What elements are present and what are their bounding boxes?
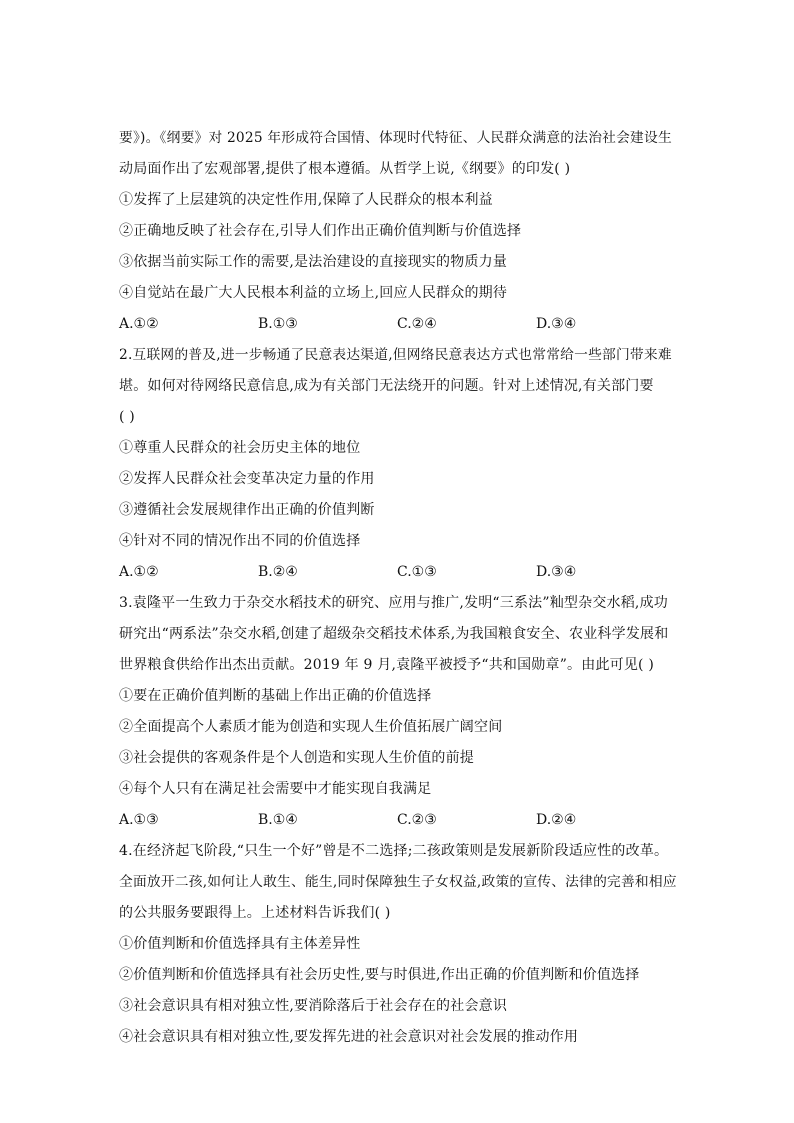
q3-option-a: A.①③ <box>119 812 159 828</box>
q2-option-d: D.③④ <box>536 564 577 580</box>
q2-option-b: B.②④ <box>258 564 298 580</box>
q3-item-2: ②全面提高个人素质才能为创造和实现人生价值拓展广阔空间 <box>119 719 503 735</box>
q1-option-a: A.①② <box>119 316 159 332</box>
q3-item-1: ①要在正确价值判断的基础上作出正确的价值选择 <box>119 688 432 704</box>
q1-item-1: ①发挥了上层建筑的决定性作用,保障了人民群众的根本利益 <box>119 192 493 208</box>
q2-item-4: ④针对不同的情况作出不同的价值选择 <box>119 533 361 549</box>
q3-item-3: ③社会提供的客观条件是个人创造和实现人生价值的前提 <box>119 750 474 766</box>
q2-option-c: C.①③ <box>397 564 437 580</box>
q3-stem-line-1: 3.袁隆平一生致力于杂交水稻技术的研究、应用与推广,发明“三系法”籼型杂交水稻,成功 <box>119 595 668 611</box>
q3-item-4: ④每个人只有在满足社会需要中才能实现自我满足 <box>119 781 432 797</box>
q1-item-3: ③依据当前实际工作的需要,是法治建设的直接现实的物质力量 <box>119 254 508 270</box>
q3-stem-line-2: 研究出“两系法”杂交水稻,创建了超级杂交稻技术体系,为我国粮食安全、农业科学发展和 <box>119 626 669 642</box>
q1-option-b: B.①③ <box>258 316 298 332</box>
q2-stem-line-3: ( ) <box>119 409 135 425</box>
q2-option-a: A.①② <box>119 564 159 580</box>
q3-option-d: D.②④ <box>536 812 577 828</box>
q4-stem-line-1: 4.在经济起飞阶段,“只生一个好”曾是不二选择;二孩政策则是发展新阶段适应性的改革。 <box>119 843 669 859</box>
q2-item-2: ②发挥人民群众社会变革决定力量的作用 <box>119 471 375 487</box>
q1-stem-line-1: 要》)。《纲要》对 2025 年形成符合国情、体现时代特征、人民群众满意的法治社会建设生 <box>119 130 672 146</box>
q4-item-4: ④社会意识具有相对独立性,要发挥先进的社会意识对社会发展的推动作用 <box>119 1029 579 1045</box>
q3-option-b: B.①④ <box>258 812 298 828</box>
q1-option-c: C.②④ <box>397 316 437 332</box>
q4-stem-line-2: 全面放开二孩,如何让人敢生、能生,同时保障独生子女权益,政策的宣传、法律的完善和相应 <box>119 874 677 890</box>
q3-stem-line-3: 世界粮食供给作出杰出贡献。2019 年 9 月,袁隆平被授予“共和国勋章”。由此可见( ) <box>119 657 655 673</box>
q4-stem-line-3: 的公共服务要跟得上。上述材料告诉我们( ) <box>119 905 391 921</box>
q1-item-4: ④自觉站在最广大人民根本利益的立场上,回应人民群众的期待 <box>119 285 508 301</box>
q1-stem-line-2: 动局面作出了宏观部署,提供了根本遵循。从哲学上说,《纲要》的印发( ) <box>119 161 571 177</box>
q2-item-3: ③遵循社会发展规律作出正确的价值判断 <box>119 502 375 518</box>
q4-item-2: ②价值判断和价值选择具有社会历史性,要与时俱进,作出正确的价值判断和价值选择 <box>119 967 640 983</box>
q4-item-3: ③社会意识具有相对独立性,要消除落后于社会存在的社会意识 <box>119 998 508 1014</box>
q3-option-c: C.②③ <box>397 812 437 828</box>
q2-stem-line-2: 堪。如何对待网络民意信息,成为有关部门无法绕开的问题。针对上述情况,有关部门要 <box>119 378 654 394</box>
q1-item-2: ②正确地反映了社会存在,引导人们作出正确价值判断与价值选择 <box>119 223 522 239</box>
q1-option-d: D.③④ <box>536 316 577 332</box>
q2-stem-line-1: 2.互联网的普及,进一步畅通了民意表达渠道,但网络民意表达方式也常常给一些部门带来难 <box>119 347 672 363</box>
q4-item-1: ①价值判断和价值选择具有主体差异性 <box>119 936 361 952</box>
q2-item-1: ①尊重人民群众的社会历史主体的地位 <box>119 440 361 456</box>
